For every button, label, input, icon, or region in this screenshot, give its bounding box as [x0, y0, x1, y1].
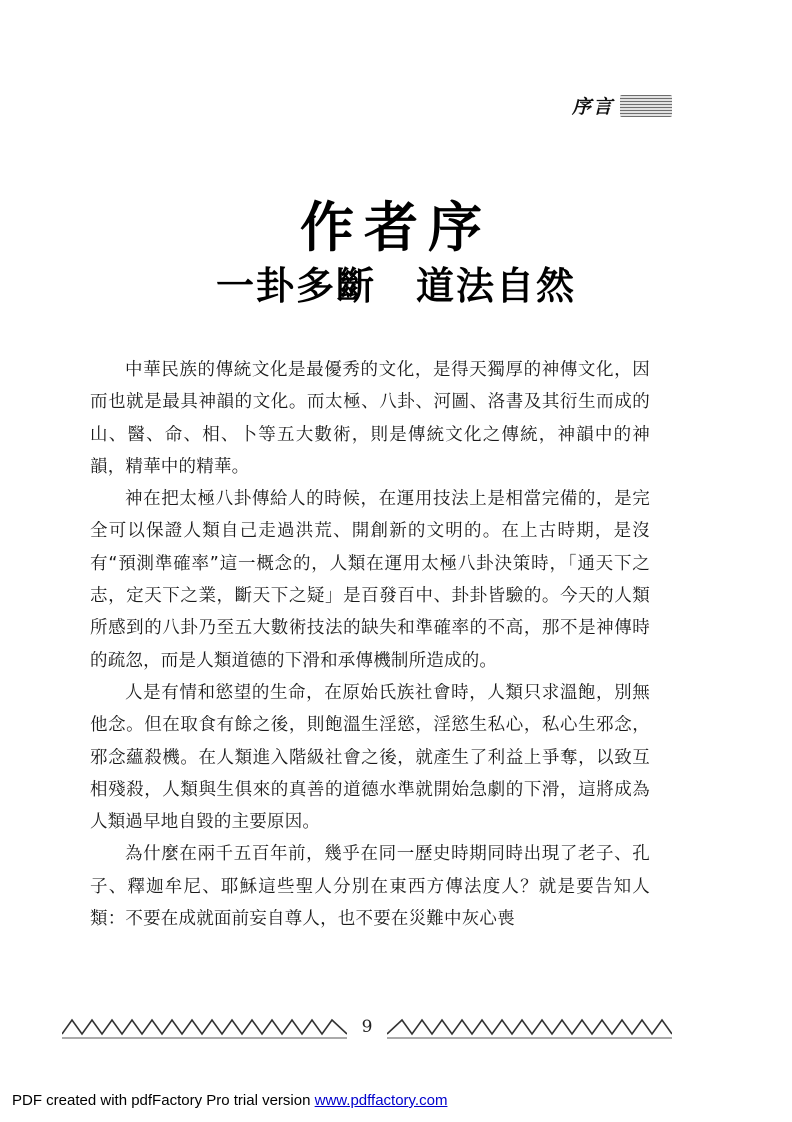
page-title: 作者序 — [300, 196, 492, 259]
page-footer — [62, 1010, 672, 1044]
section-title: 序言 — [571, 96, 614, 118]
page-number: 9 — [361, 1017, 373, 1037]
pdf-notice — [12, 1092, 447, 1109]
pdffactory-link[interactable]: www.pdffactory.com — [314, 1092, 448, 1109]
paragraph: 為什麼在兩千五百年前，幾乎在同一歷史時期同時出現了老子、孔子、釋迦牟尼、耶穌這些聖人分別在東西方傳法度人？就是要告知人類：不要在成就面前妄自尊人，也不要在災難中灰心喪 — [90, 844, 650, 930]
body-text — [90, 354, 650, 935]
paragraph: 中華民族的傳統文化是最優秀的文化，是得天獨厚的神傳文化，因而也就是最具神韻的文化。而太極、八卦、河圖、洛書及其衍生而成的山、醫、命、相、卜等五大數術，則是傳統文化之傳統，神韻中的神韻，精華中的精華。 — [90, 360, 650, 477]
right-footer-ornament-icon — [387, 1012, 672, 1042]
pdf-notice-text: PDF created with pdfFactory Pro trial version — [12, 1092, 315, 1109]
paragraph: 人是有情和慾望的生命，在原始氏族社會時，人類只求溫飽，別無他念。但在取食有餘之後，則飽溫生淫慾，淫慾生私心，私心生邪念，邪念蘊殺機。在人類進入階級社會之後，就產生了利益上爭奪，以致互相殘殺，人類與生俱來的真善的道德水準就開始急劇的下滑，這將成為人類過早地自毀的主要原因。 — [90, 682, 650, 833]
running-header — [572, 92, 672, 119]
header-ornament-icon — [620, 95, 672, 117]
paragraph: 神在把太極八卦傳給人的時候，在運用技法上是相當完備的，是完全可以保證人類自己走過洪荒、開創新的文明的。在上古時期，是沒有“預測準確率”這一概念的，人類在運用太極八卦決策時，「通天下之志，定天下之業，斷天下之疑」是百發百中、卦卦皆驗的。今天的人類所感到的八卦乃至五大數術技法的缺失和準確率的不高，那不是神傳時的疏忽，而是人類道德的下滑和承傳機制所造成的。 — [90, 489, 650, 671]
left-footer-ornament-icon — [62, 1012, 347, 1042]
page-subtitle: 一卦多斷 道法自然 — [215, 264, 576, 308]
